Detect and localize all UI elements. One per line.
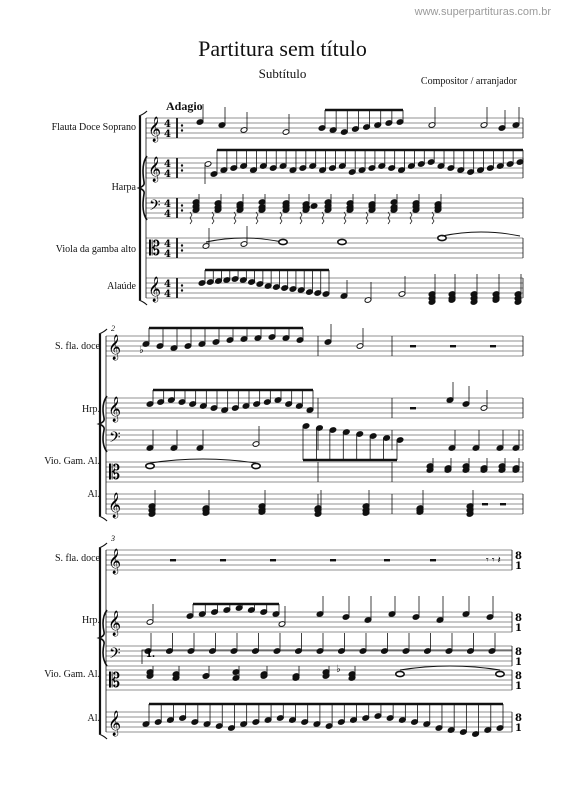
slur (150, 459, 256, 463)
rest (270, 559, 276, 561)
score-title: Partitura sem título (198, 36, 367, 61)
bass-clef-icon: 𝄢 (109, 645, 121, 666)
volta-label: 1. (146, 646, 155, 660)
rest (450, 345, 456, 347)
time-signature: 1 (515, 681, 522, 692)
instrument-name-recorder: Flauta Doce Soprano (51, 122, 136, 133)
instrument-name-recorder: S. fla. doce (55, 553, 100, 564)
rest (170, 559, 176, 561)
time-signature: 4 (164, 209, 171, 220)
score-subtitle: Subtítulo (258, 66, 307, 81)
rest (500, 503, 506, 505)
whole-note (252, 463, 260, 468)
time-signature: 4 (164, 199, 171, 210)
composer-label: Compositor / arranjador (420, 76, 517, 87)
instrument-name-lute: Al. (87, 713, 100, 724)
time-signature: 4 (164, 239, 171, 250)
system-bracket (99, 734, 107, 739)
whole-note (338, 239, 346, 244)
watermark: www.superpartituras.com.br (414, 6, 551, 18)
instrument-name-harp: Hrp. (81, 404, 100, 415)
time-signature: 4 (164, 249, 171, 260)
system-bracket (99, 543, 107, 548)
alto-clef-icon: 𝄡 (109, 460, 121, 484)
treble-clef-icon: 𝄞 (108, 611, 122, 636)
instrument-name-lute: Alaúde (107, 281, 136, 292)
repeat-dot (181, 124, 183, 126)
alto-clef-icon: 𝄡 (149, 236, 161, 260)
measure-number: 2 (111, 324, 115, 333)
alto-clef-icon: 𝄡 (109, 668, 121, 692)
rest (410, 345, 416, 347)
system-bracket (99, 329, 107, 334)
whole-note (279, 239, 287, 244)
instrument-name-harp: Hrp. (81, 615, 100, 626)
rest (384, 559, 390, 561)
treble-clef-icon: 𝄞 (108, 549, 122, 574)
whole-note (496, 671, 504, 676)
slur (442, 232, 520, 236)
rest (220, 559, 226, 561)
time-signature: 1 (515, 657, 522, 668)
whole-note (146, 463, 154, 468)
system-bracket (139, 300, 147, 305)
repeat-dot (181, 129, 183, 131)
time-signature: 4 (164, 169, 171, 180)
rest-icons: 𝄾 𝄾 𝄽 (486, 555, 501, 566)
rest (330, 559, 336, 561)
repeat-dot (181, 204, 183, 206)
slur (400, 666, 500, 670)
repeat-dot (181, 164, 183, 166)
time-signature: 4 (164, 159, 171, 170)
volta-bracket (142, 650, 512, 664)
instrument-name-harp: Harpa (111, 182, 136, 193)
treble-clef-icon: 𝄞 (108, 493, 122, 518)
system-bracket (99, 516, 107, 521)
notation-layer (99, 104, 524, 739)
time-signature: 4 (164, 289, 171, 300)
repeat-dot (181, 249, 183, 251)
time-signature: 8 (515, 613, 522, 624)
repeat-dot (181, 209, 183, 211)
instrument-name-lute: Al. (87, 489, 100, 500)
instrument-name-viola: Vio. Gam. Al. (44, 669, 100, 680)
flat-icon: ♭ (307, 202, 311, 211)
bass-clef-icon: 𝄢 (109, 429, 121, 450)
treble-clef-icon: 𝄞 (148, 157, 162, 182)
time-signature: 4 (164, 129, 171, 140)
time-signature: 4 (164, 279, 171, 290)
repeat-dot (181, 284, 183, 286)
time-signature: 1 (515, 723, 522, 734)
flat-icon: ♭ (336, 664, 341, 675)
repeat-dot (181, 289, 183, 291)
system-bracket (139, 111, 147, 116)
time-signature: 8 (515, 551, 522, 562)
measure-number: 3 (111, 534, 115, 543)
bass-clef-icon: 𝄢 (149, 197, 161, 218)
flat-icon: ♭ (139, 345, 144, 356)
time-signature: 8 (515, 671, 522, 682)
treble-clef-icon: 𝄞 (108, 397, 122, 422)
time-signature: 8 (515, 713, 522, 724)
time-signature: 4 (164, 119, 171, 130)
treble-clef-icon: 𝄞 (108, 711, 122, 736)
rest (490, 345, 496, 347)
time-signature: 1 (515, 623, 522, 634)
rest (482, 503, 488, 505)
treble-clef-icon: 𝄞 (148, 277, 162, 302)
rest (410, 407, 416, 409)
treble-clef-icon: 𝄞 (108, 335, 122, 360)
instrument-name-recorder: S. fla. doce (55, 341, 100, 352)
repeat-dot (181, 244, 183, 246)
instrument-name-viola: Viola da gamba alto (55, 244, 136, 255)
whole-note (438, 235, 446, 240)
treble-clef-icon: 𝄞 (148, 117, 162, 142)
whole-note (396, 671, 404, 676)
time-signature: 8 (515, 647, 522, 658)
instrument-name-viola: Vio. Gam. Al. (44, 456, 100, 467)
tempo-marking: Adagio (166, 99, 203, 113)
repeat-dot (181, 169, 183, 171)
rest (430, 559, 436, 561)
time-signature: 1 (515, 561, 522, 572)
